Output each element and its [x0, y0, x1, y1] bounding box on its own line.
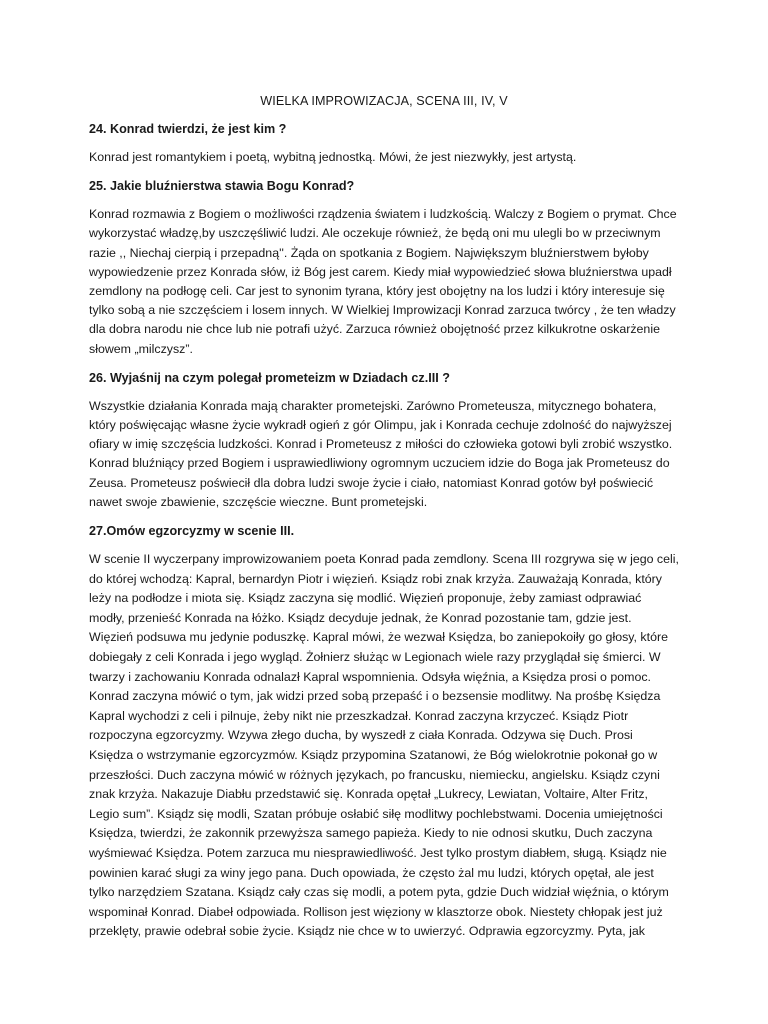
document-title: WIELKA IMPROWIZACJA, SCENA III, IV, V — [260, 94, 508, 108]
answer-paragraph: Konrad jest romantykiem i poetą, wybitną jednostką. Mówi, że jest niezwykły, jest artystą. — [89, 150, 577, 164]
section-26 — [89, 369, 679, 512]
section-27 — [89, 522, 679, 942]
section-24 — [89, 120, 679, 167]
document-page — [89, 92, 679, 952]
question-heading: 25. Jakie bluźnierstwa stawia Bogu Konrad? — [89, 179, 355, 194]
section-25 — [89, 177, 679, 359]
answer-paragraph: Wszystkie działania Konrada mają charakter prometejski. Zarówno Prometeusza, mitycznego bohatera, który poświęcając własne życie wykradł ogień z gór Olimpu, jak i Konrada cechuje zdolność do najwyższej ofiary w imię szczęścia ludzkości. Konrad i Prometeusz z miłości do człowieka gotowi byli zrobić wszystko. Konrad bluźniący przed Bogiem i usprawiedliwiony ogromnym uczuciem idzie do Boga jak Prometeusz do Zeusa. Prometeusz poświecił dla dobra ludzi swoje życie i ciało, natomiast Konrad gotów był poświecić nawet swoje zbawienie, szczęście wieczne. Bunt prometejski. — [89, 398, 673, 509]
question-heading: 24. Konrad twierdzi, że jest kim ? — [89, 122, 287, 136]
answer-paragraph: Konrad rozmawia z Bogiem o możliwości rządzenia światem i ludzkością. Walczy z Bogiem o prymat. Chce wykorzystać władzę,by uszczęśliwić ludzi. Ale oczekuje również, że będą oni mu ulegli bo w przeciwnym razie ,, Niechaj cierpią i przepadną''. Żąda on spotkania z Bogiem. Największym bluźnierstwem byłoby wypowiedzenie przez Konrada słów, iż Bóg jest carem. Kiedy miał wypowiedzieć słowa bluźnierstwa upadł zemdlony na podłogę celi. Car jest to synonim tyrana, który jest obojętny na los ludzi i który interesuje się tylko sobą a nie szczęściem i losem innych. W Wielkiej Improwizacji Konrad zarzuca twórcy , że ten władzy dla dobra narodu nie chce lub nie potrafi użyć. Zarzuca również obojętność przez kilkukrotne oskarżenie słowem „milczysz”. — [89, 207, 677, 356]
question-heading: 26. Wyjaśnij na czym polegał prometeizm w Dziadach cz.III ? — [89, 370, 450, 385]
question-heading: 27.Omów egzorcyzmy w scenie III. — [89, 524, 295, 539]
answer-paragraph: W scenie II wyczerpany improwizowaniem poeta Konrad pada zemdlony. Scena III rozgrywa się w jego celi, do której wchodzą: Kapral, bernardyn Piotr i więzień. Ksiądz robi znak krzyża. Zauważają Konrada, który leży na podłodze i miota się. Ksiądz zaczyna się modlić. Więzień proponuje, żeby zamiast odprawiać modły, przenieść Konrada na łóżko. Ksiądz decyduje jednak, że Konrad pozostanie tam, gdzie jest. Więzień podsuwa mu jedynie poduszkę. Kapral mówi, że wezwał Księdza, bo zaniepokoiły go głosy, które dobiegały z celi Konrada i jego wygląd. Żołnierz służąc w Legionach wiele razy przyglądał się śmierci. W twarzy i zachowaniu Konrada odnalazł Kapral wspomnienia. Odsyła więźnia, a Księdza prosi o pomoc. Konrad zaczyna mówić o tym, jak widzi przed sobą przepaść i o bezsensie modlitwy. Na prośbę Księdza Kapral wychodzi z celi i pilnuje, żeby nikt nie przeszkadzał. Konrad zaczyna krzyczeć. Ksiądz Piotr rozpoczyna egzorcyzmy. Wzywa złego ducha, by wyszedł z ciała Konrada. Odzywa się Duch. Prosi Księdza o wstrzymanie egzorcyzmów. Ksiądz przypomina Szatanowi, że Bóg wielokrotnie pokonał go w przeszłości. Duch zaczyna mówić w różnych językach, po francusku, niemiecku, angielsku. Ksiądz czyni znak krzyża. Nakazuje Diabłu przedstawić się. Konrada opętał „Lukrecy, Lewiatan, Voltaire, Alter Fritz, Legio sum”. Ksiądz się modli, Szatan próbuje osłabić siłę modlitwy pochlebstwami. Docenia umiejętności Księdza, twierdzi, że zakonnik przewyższa samego papieża. Kiedy to nie odnosi skutku, Duch zaczyna wyśmiewać Księdza. Potem zarzuca mu niesprawiedliwość. Jest tylko prostym diabłem, sługą. Ksiądz nie powinien karać sługi za winy jego pana. Duch opowiada, że często żal mu ludzi, których opętał, ale jest tylko narzędziem Szatana. Ksiądz cały czas się modli, a potem pyta, gdzie Duch widział więźnia, o którym wspominał Konrad. Diabeł odpowiada. Rollison jest więziony w klasztorze obok. Niestety chłopak jest już przeklęty, prawie odebrał sobie życie. Ksiądz nie chce w to uwierzyć. Odprawia egzorcyzmy. Pyta, jak — [89, 552, 679, 939]
